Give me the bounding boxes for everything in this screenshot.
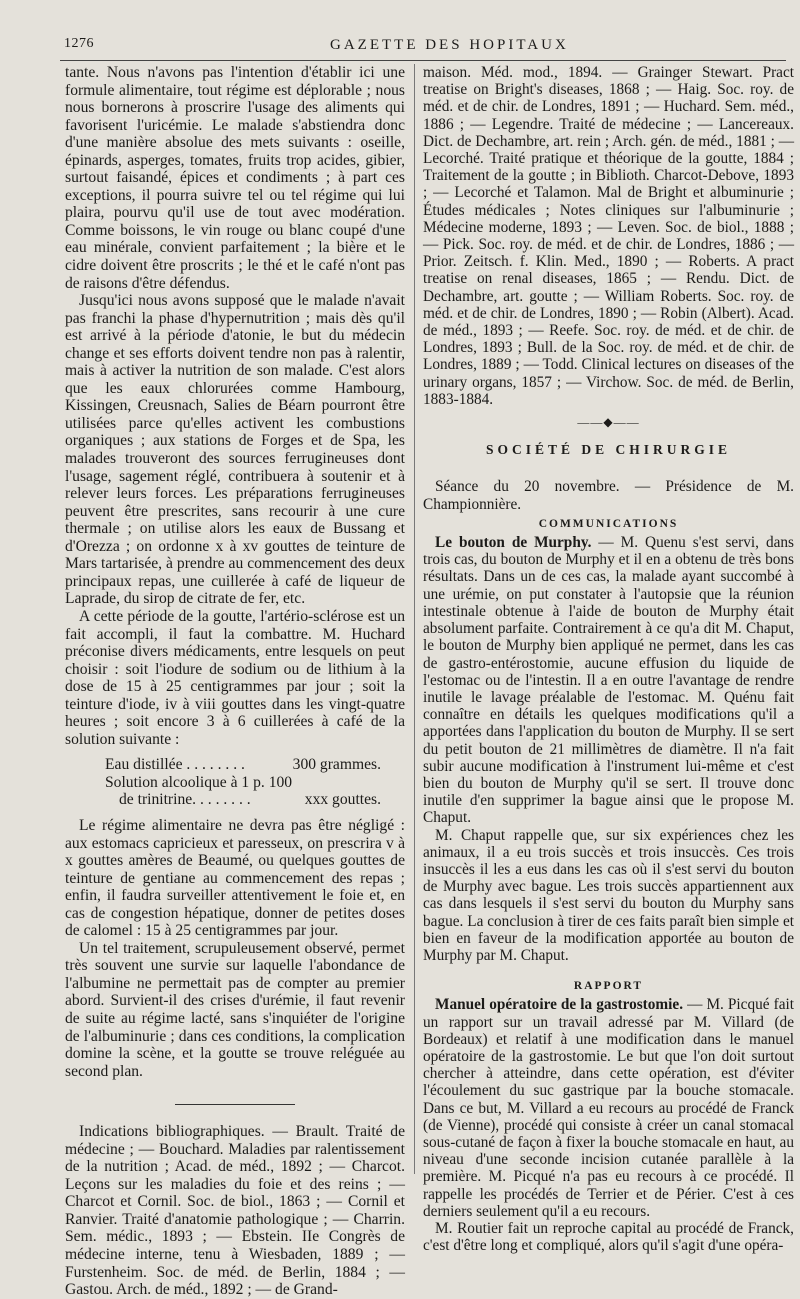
formula-ingredient: Solution alcoolique à 1 p. 100 (105, 773, 293, 791)
formula-ingredient: Eau distillée . . . . . . . . (105, 756, 245, 774)
running-title: GAZETTE DES HOPITAUX (330, 37, 569, 53)
right-column (423, 64, 794, 1254)
fleuron-ornament: ——◆—— (577, 415, 640, 430)
left-column (65, 64, 405, 1299)
paragraph-murphy (423, 534, 794, 826)
formula-line (65, 756, 405, 774)
communications-heading: COMMUNICATIONS (538, 517, 679, 530)
formula-ingredient: de trinitrine. . . . . . . . (119, 791, 251, 809)
section-title: SOCIÉTÉ DE CHIRURGIE (485, 442, 732, 458)
formula-dose: 300 grammes. (292, 756, 381, 774)
murphy-title: Le bouton de Murphy. (435, 534, 592, 552)
prescription-formula (65, 756, 405, 809)
paragraph-arteriosclerose: A cette période de la goutte, l'artério-sclérose est un fait accompli, il faut la combattre. M. Huchard préconise divers médicaments, entre lesquels on peut choisir : soit l'iodure de sodium ou de lithium à la dose de 15 à 25 centigrammes par jour ; soit la teinture d'iode, iv à viii gouttes dans les vingt-quatre heures ; soit encore 3 à 6 cuillerées à café de la solution suivante : (65, 607, 405, 748)
paragraph-routier: M. Routier fait un reproche capital au procédé de Franck, c'est d'être long et compliqué, alors qu'il s'agit d'une opéra- (423, 1220, 794, 1255)
formula-line (65, 791, 405, 809)
paragraph-regime-alimentaire: Le régime alimentaire ne devra pas être négligé : aux estomacs capricieux et paresseux, on prescrira v à x gouttes amères de Beaumé, ou quelques gouttes de teinture de gentiane au commencement des repas ; enfin, il faudra surveiller attentivement le foie et, en cas de congestion hépatique, donner de petites doses de calomel : 15 à 25 centigrammes par jour. (65, 816, 405, 940)
formula-line (65, 774, 405, 792)
manuel-title: Manuel opératoire de la gastrostomie. (435, 996, 684, 1014)
paragraph-atonie: Jusqu'ici nous avons supposé que le malade n'avait pas franchi la phase d'hypernutrition ; mais dès qu'il est arrivé à la période d'atonie, le but du médecin change et ses efforts doivent tendre non pas à ralentir, mais à activer la nutrition de son malade. C'est alors que les eaux chlorurées comme Hambourg, Kissingen, Creusnach, Salies de Béarn pourront être utilisées parce qu'elles activent les combustions organiques ; aux stations de Forges et de Spa, les malades trouveront des sources ferrugineuses dont l'usage, sagement réglé, contribuera à soutenir et à relever leurs forces. Les préparations ferrugineuses peuvent être prescrites, sans recourir à une cure thermale ; on utilise alors les eaux de Bussang et d'Orezza ; on ordonne x à xv gouttes de teinture de Mars tartarisée, à prendre au commencement des deux principaux repas, une cuillerée à café de liqueur de Laprade, du sirop de citrate de fer, etc. (65, 292, 405, 608)
section-divider (175, 1104, 295, 1105)
page-number: 1276 (64, 36, 94, 51)
rapport-heading: RAPPORT (573, 980, 644, 993)
paragraph-chaput: M. Chaput rappelle que, sur six expériences chez les animaux, il a eu trois succès et trois insuccès. Ces trois insuccès il les a eus dans les cas où il s'est servi du bouton de Murphy avec bague. Les trois succès appartiennent aux cas dans lesquels il s'est servi du bouton du Murphy sans bague. La conclusion à tirer de ces faits paraît bien simple et bien en faveur de la modification apportée au bouton de Murphy par M. Chaput. (423, 826, 794, 964)
murphy-text: — M. Quenu s'est servi, dans trois cas, du bouton de Murphy et il en a obtenu de très bons résultats. Dans un de ces cas, la malade ayant succombé à une urémie, on put constater à l'autopsie que la réunion intestinale obtenue à l'aide de bouton de Murphy était absolument parfaite. Contrairement à ce qu'a dit M. Chaput, le bouton de Murphy bien appliqué ne permet, dans les cas de gastro-entérostomie, aucune effusion du liquide de l'estomac ou de l'intestin. Il a en outre l'avantage de rendre inutile le lavage préalable de l'estomac. M. Quénu fait connaître en détails les quelques modifications qu'il a apportées dans l'application du bouton de Murphy. Il se sert du petit bouton de 21 millimètres de diamètre. Il n'a fait subir aucune modification à l'instrument lui-même et c'est bien du bouton de Murphy qu'il se sert. Il trouve donc inutile d'en supprimer la bague ainsi que le propose M. Chaput. (423, 534, 794, 827)
paragraph-regime: tante. Nous n'avons pas l'intention d'établir ici une formule alimentaire, tout régime est déplorable ; nous nous bornerons à proscrire l'usage des aliments qui favorisent l'uricémie. Le malade s'abstiendra donc d'une manière absolue des mets suivants : oseille, épinards, asperges, tomates, fruits trop acides, gibier, surtout faisandé, épices et condiments ; à part ces exceptions, il pourra suivre tel ou tel régime qui lui plaira, pourvu qu'il use de tout avec modération. Comme boissons, le vin rouge ou blanc coupé d'une eau minérale, convient parfaitement ; la bière et le cidre doivent être proscrits ; le thé et le café n'ont pas de raisons d'être défendus. (65, 64, 405, 292)
formula-dose: xxx gouttes. (304, 791, 381, 809)
paragraph-traitement: Un tel traitement, scrupuleusement observé, permet très souvent une survie sur laquelle l'abondance de l'albumine ne permettait pas de compter au premier abord. Survient-il des crises d'urémie, il faut revenir de suite au régime lacté, sans s'inquiéter de l'origine de l'albuminurie ; dans ces conditions, la complication domine la scène, et la goutte se trouve reléguée au second plan. (65, 939, 405, 1080)
paragraph-gastrostomie (423, 996, 794, 1220)
header-rule (60, 60, 786, 61)
bibliography-continued: maison. Méd. mod., 1894. — Grainger Stewart. Pract treatise on Bright's diseases, 1868 ; — Haig. Soc. roy. de méd. et de chir. de Londres, 1891 ; — Huchard. Sem. méd., 1886 ; — Legendre. Traité de médecine ; — Lancereaux. Dict. de Dechambre, art. rein ; Arch. gén. de méd., 1881 ; — Lecorché. Traité pratique et théorique de la goutte, 1884 ; Traitement de la goutte ; in Biblioth. Charcot-Debove, 1893 ; — Lecorché et Talamon. Mal de Bright et albuminurie ; Études médicales ; Notes cliniques sur l'albuminurie ; Médecine moderne, 1893 ; — Leven. Soc. de biol., 1888 ; — Pick. Soc. roy. de méd. et de chir. de Londres, 1886 ; — Prior. Zeitsch. f. Klin. Med., 1890 ; — Roberts. A pract treatise on renal diseases, 1865 ; — Rendu. Dict. de Dechambre, art. goutte ; — William Roberts. Soc. roy. de méd. et de chir. de Londres, 1890 ; — Robin (Albert). Acad. de méd., 1893 ; — Reefe. Soc. roy. de méd. et de chir. de Londres, 1893 ; Bull. de la Soc. roy. de méd. et de chir. de Londres, 1889 ; — Todd. Clinical lectures on diseases of the urinary organs, 1857 ; — Virchow. Soc. de méd. de Berlin, 1883-1884. (423, 64, 794, 408)
bibliography: Indications bibliographiques. — Brault. Traité de médecine ; — Bouchard. Maladies par ralentissement de la nutrition ; Acad. de méd., 1892 ; — Charcot. Leçons sur les maladies du foie et des reins ; — Charcot et Cornil. Soc. de biol., 1863 ; — Cornil et Ranvier. Traité d'anatomie pathologique ; — Charrin. Sem. médic., 1893 ; — Ebstein. IIe Congrès de médecine interne, tenu à Wiesbaden, 1889 ; — Furstenheim. Soc. de méd. de Berlin, 1884 ; — Gastou. Arch. de méd., 1892 ; — de Grand- (65, 1123, 405, 1299)
column-rule (414, 64, 415, 1174)
manuel-text: — M. Picqué fait un rapport sur un travail adressé par M. Villard (de Bordeaux) et relatif à une modification dans le manuel opératoire de la gastrostomie. Le but que l'on doit surtout chercher à atteindre, dans cette opération, est d'éviter l'écoulement du suc gastrique par la bouche stomacale. Dans ce but, M. Villard a eu recours au procédé de Franck (de Vienne), procédé qui consiste à créer un canal stomacal sous-cutané de façon à fixer la bouche stomacale en haut, au niveau d'une seconde incision cutanée parallèle à la première. M. Picqué n'a pas eu recours à ce procédé. Il rappelle les procédés de Terrier et de Périer. C'est à ces derniers seulement qu'il a eu recours. (423, 996, 794, 1220)
seance-line: Séance du 20 novembre. — Présidence de M. Championnière. (423, 478, 794, 513)
